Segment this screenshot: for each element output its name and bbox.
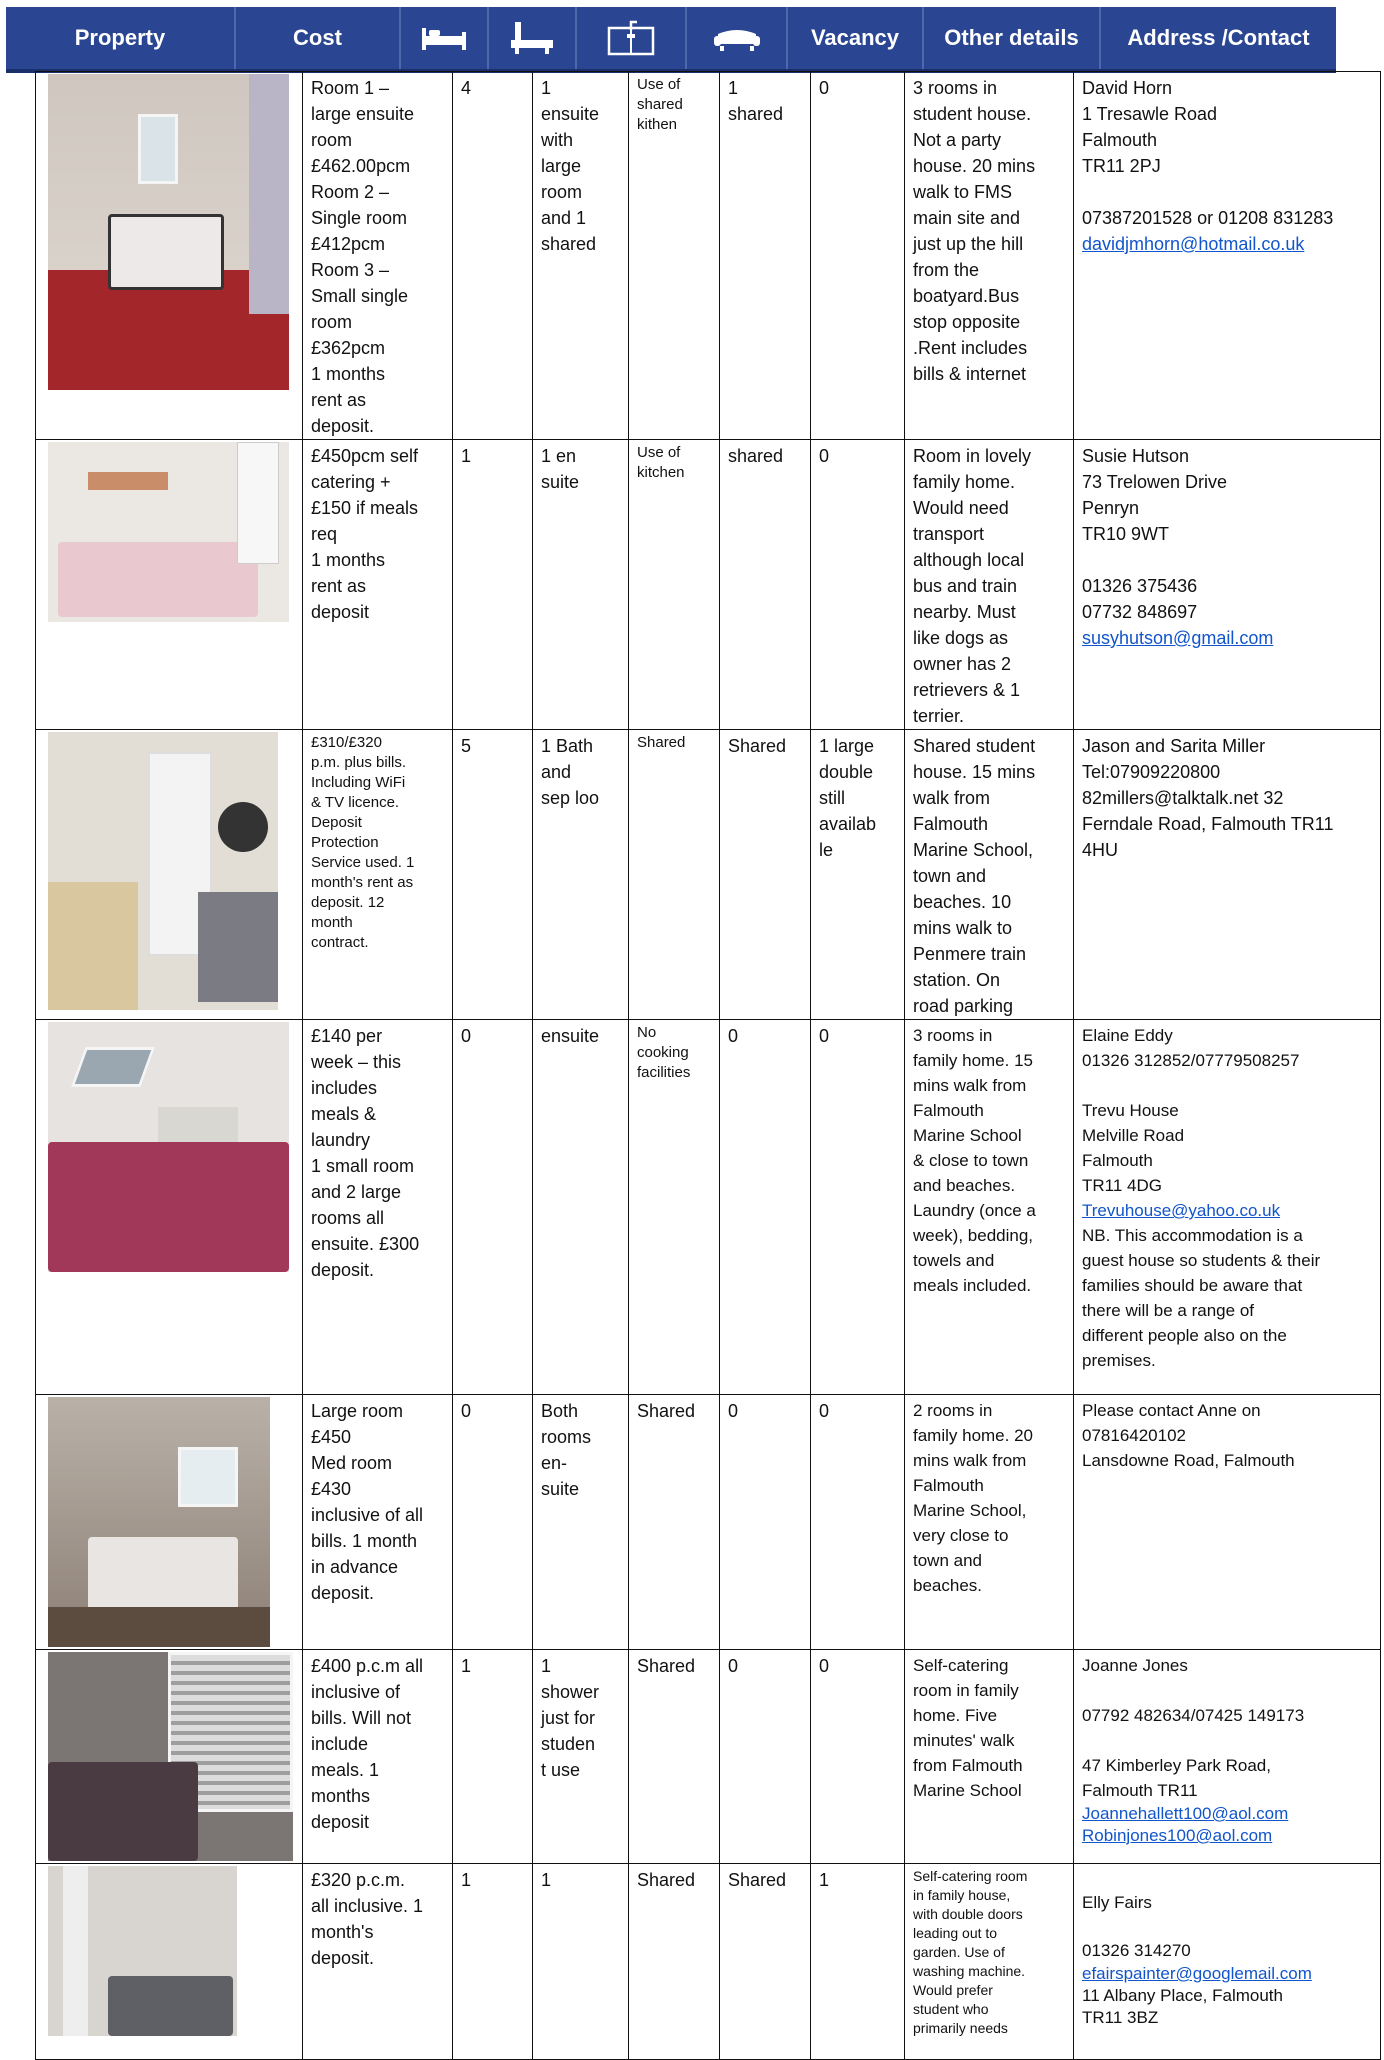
property-photo-cell (36, 1864, 303, 2060)
vacancy-cell: 0 (811, 72, 905, 440)
kitchen-cell: Shared (629, 1864, 720, 2060)
bathroom-cell: Both rooms en- suite (533, 1395, 629, 1650)
table-row (36, 1020, 1381, 1395)
bedrooms-cell: 0 (453, 1020, 533, 1395)
cost-cell: £450pcm self catering + £150 if meals req 1 months rent as deposit (303, 440, 453, 730)
property-photo-cell (36, 1650, 303, 1864)
kitchen-cell: Use of kitchen (629, 440, 720, 730)
property-photo-cell (36, 1020, 303, 1395)
lounge-cell: Shared (720, 730, 811, 1020)
header-other-details: Other details (924, 7, 1101, 69)
kitchen-cell: Shared (629, 730, 720, 1020)
property-photo (48, 1652, 293, 1861)
bedrooms-cell: 4 (453, 72, 533, 440)
other-details-cell: 3 rooms in student house. Not a party house. 20 mins walk to FMS main site and just up the hill from the boatyard.Bus stop opposite .Rent includes bills & internet (905, 72, 1074, 440)
vacancy-cell: 1 (811, 1864, 905, 2060)
lounge-cell: 0 (720, 1395, 811, 1650)
bedrooms-cell: 1 (453, 1864, 533, 2060)
vacancy-cell: 0 (811, 1020, 905, 1395)
cost-cell: £310/£320 p.m. plus bills. Including WiFi & TV licence. Deposit Protection Service used. 1 month's rent as deposit. 12 month contract. (303, 730, 453, 1020)
property-photo-cell (36, 72, 303, 440)
bathroom-cell: 1 shower just for studen t use (533, 1650, 629, 1864)
kitchen-cell: Shared (629, 1395, 720, 1650)
table-row (36, 72, 1381, 440)
bathroom-cell: 1 (533, 1864, 629, 2060)
vacancy-cell: 0 (811, 440, 905, 730)
table-row (36, 440, 1381, 730)
contact-cell: Jason and Sarita Miller Tel:07909220800 82millers@talktalk.net 32 Ferndale Road, Falmouth TR11 4HU (1074, 730, 1381, 1020)
table-row (36, 1864, 1381, 2060)
accommodation-table (35, 71, 1381, 2060)
kitchen-cell: Use of shared kithen (629, 72, 720, 440)
contact-cell: Elly Fairs 01326 314270 efairspainter@googlemail.com 11 Albany Place, Falmouth TR11 3BZ (1074, 1864, 1381, 2060)
contact-cell: David Horn 1 Tresawle Road Falmouth TR11 2PJ 07387201528 or 01208 831283 davidjmhorn@hotmail.co.uk (1074, 72, 1381, 440)
email-link[interactable]: Joannehallett100@aol.com Robinjones100@aol.com (1082, 1804, 1289, 1845)
email-link[interactable]: Trevuhouse@yahoo.co.uk (1082, 1201, 1281, 1220)
property-photo (48, 442, 289, 622)
cost-cell: Large room £450 Med room £430 inclusive of all bills. 1 month in advance deposit. (303, 1395, 453, 1650)
bathroom-cell: 1 Bath and sep loo (533, 730, 629, 1020)
contact-cell: Susie Hutson 73 Trelowen Drive Penryn TR10 9WT 01326 375436 07732 848697 susyhutson@gmail.com (1074, 440, 1381, 730)
cost-cell: Room 1 – large ensuite room £462.00pcm Room 2 – Single room £412pcm Room 3 – Small single room £362pcm 1 months rent as deposit. (303, 72, 453, 440)
kitchen-sink-icon (577, 7, 687, 69)
lounge-cell: 0 (720, 1020, 811, 1395)
lounge-cell: 0 (720, 1650, 811, 1864)
cost-cell: £400 p.c.m all inclusive of bills. Will not include meals. 1 months deposit (303, 1650, 453, 1864)
table-row (36, 1650, 1381, 1864)
property-photo (48, 1022, 289, 1272)
vacancy-cell: 0 (811, 1650, 905, 1864)
sofa-icon (687, 7, 788, 69)
bathroom-cell: 1 en suite (533, 440, 629, 730)
table-row (36, 730, 1381, 1020)
table-header-bar (6, 7, 1336, 73)
other-details-cell: 2 rooms in family home. 20 mins walk from Falmouth Marine School, very close to town and beaches. (905, 1395, 1074, 1650)
email-link[interactable]: susyhutson@gmail.com (1082, 628, 1274, 648)
bed-icon (401, 7, 489, 69)
header-cost: Cost (236, 7, 401, 69)
bedrooms-cell: 5 (453, 730, 533, 1020)
property-photo-cell (36, 440, 303, 730)
accommodation-note: NB. This accommodation is a guest house so students & their families should be aware that there will be a range of different people also on the premises. (1082, 1226, 1321, 1370)
contact-cell: Please contact Anne on 07816420102 Lansdowne Road, Falmouth (1074, 1395, 1381, 1650)
cost-cell: £140 per week – this includes meals & laundry 1 small room and 2 large rooms all ensuite. £300 deposit. (303, 1020, 453, 1395)
email-link[interactable]: davidjmhorn@hotmail.co.uk (1082, 234, 1305, 254)
other-details-cell: Self-catering room in family house, with double doors leading out to garden. Use of washing machine. Would prefer student who primarily needs (905, 1864, 1074, 2060)
property-photo (48, 1397, 270, 1647)
property-photo (48, 74, 289, 390)
address-line: 11 Albany Place, Falmouth TR11 3BZ (1082, 1986, 1283, 2027)
email-link[interactable]: efairspainter@googlemail.com (1082, 1964, 1312, 1983)
other-details-cell: Self-catering room in family home. Five minutes' walk from Falmouth Marine School (905, 1650, 1074, 1864)
other-details-cell: 3 rooms in family home. 15 mins walk from Falmouth Marine School & close to town and beaches. Laundry (once a week), bedding, towels and meals included. (905, 1020, 1074, 1395)
contact-cell: Elaine Eddy 01326 312852/07779508257 Trevu House Melville Road Falmouth TR11 4DG Trevuhouse@yahoo.co.uk NB. This accommodation is a guest house so students & their families should be aware that there will be a range of different people also on the premises. (1074, 1020, 1381, 1395)
bedrooms-cell: 1 (453, 440, 533, 730)
other-details-cell: Shared student house. 15 mins walk from Falmouth Marine School, town and beaches. 10 mins walk to Penmere train station. On road parking (905, 730, 1074, 1020)
property-photo-cell (36, 1395, 303, 1650)
other-details-cell: Room in lovely family home. Would need transport although local bus and train nearby. Must like dogs as owner has 2 retrievers & 1 terrier. (905, 440, 1074, 730)
bedrooms-cell: 1 (453, 1650, 533, 1864)
bathroom-cell: ensuite (533, 1020, 629, 1395)
contact-cell: Joanne Jones 07792 482634/07425 149173 47 Kimberley Park Road, Falmouth TR11 Joannehallett100@aol.com Robinjones100@aol.com (1074, 1650, 1381, 1864)
header-vacancy: Vacancy (788, 7, 924, 69)
bath-icon (489, 7, 577, 69)
kitchen-cell: Shared (629, 1650, 720, 1864)
lounge-cell: 1 shared (720, 72, 811, 440)
kitchen-cell: No cooking facilities (629, 1020, 720, 1395)
cost-cell: £320 p.c.m. all inclusive. 1 month's deposit. (303, 1864, 453, 2060)
header-address-contact: Address /Contact (1127, 25, 1310, 50)
bathroom-cell: 1 ensuite with large room and 1 shared (533, 72, 629, 440)
lounge-cell: shared (720, 440, 811, 730)
lounge-cell: Shared (720, 1864, 811, 2060)
property-photo (48, 732, 278, 1010)
property-photo-cell (36, 730, 303, 1020)
bedrooms-cell: 0 (453, 1395, 533, 1650)
property-photo (48, 1866, 237, 2036)
vacancy-cell: 1 large double still availab le (811, 730, 905, 1020)
table-row (36, 1395, 1381, 1650)
vacancy-cell: 0 (811, 1395, 905, 1650)
header-property: Property (6, 7, 236, 69)
